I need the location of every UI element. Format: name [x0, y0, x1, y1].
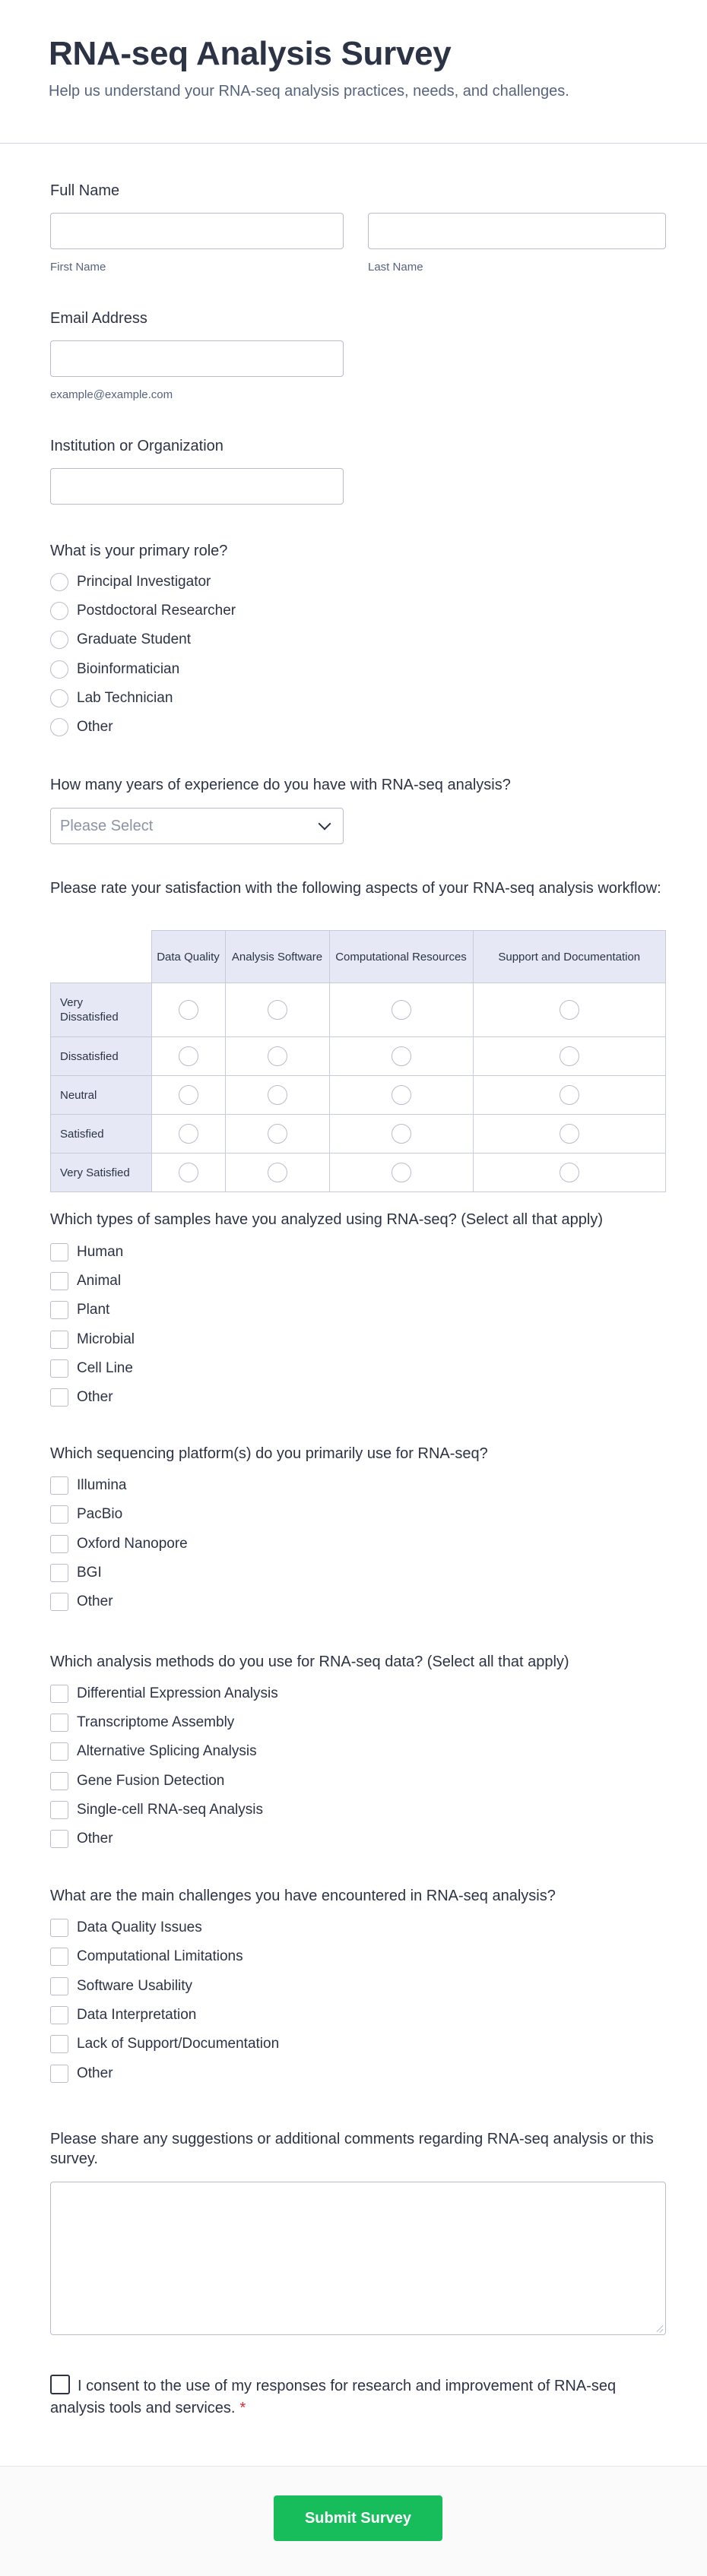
chevron-down-icon: [319, 818, 331, 831]
comments-label: Please share any suggestions or additional comments regarding RNA-seq analysis or this survey.: [50, 2131, 654, 2167]
role-option[interactable]: Postdoctoral Researcher: [50, 601, 236, 621]
checkbox[interactable]: [50, 1948, 68, 1966]
last-name-sublabel: Last Name: [368, 261, 423, 274]
challenges-option[interactable]: Data Interpretation: [50, 2005, 196, 2025]
role-option[interactable]: Bioinformatician: [50, 660, 179, 679]
resize-handle-icon[interactable]: [655, 2324, 663, 2332]
platforms-label: Which sequencing platform(s) do you primarily use for RNA-seq?: [50, 1445, 488, 1462]
challenges-option[interactable]: Computational Limitations: [50, 1947, 243, 1967]
last-name-input[interactable]: [368, 213, 666, 249]
experience-placeholder: Please Select: [60, 817, 154, 834]
checkbox[interactable]: [50, 1830, 68, 1848]
samples-option[interactable]: Cell Line: [50, 1359, 133, 1378]
samples-option[interactable]: Human: [50, 1242, 123, 1262]
radio-button[interactable]: [50, 718, 68, 736]
comments-textarea[interactable]: [50, 2182, 666, 2335]
checkbox[interactable]: [50, 2035, 68, 2053]
methods-label: Which analysis methods do you use for RNA-seq data? (Select all that apply): [50, 1654, 569, 1670]
role-option[interactable]: Lab Technician: [50, 688, 173, 708]
platforms-option[interactable]: PacBio: [50, 1505, 122, 1524]
matrix-radio[interactable]: [560, 1046, 579, 1066]
institution-label: Institution or Organization: [50, 438, 224, 454]
checkbox[interactable]: [50, 1742, 68, 1761]
matrix-radio[interactable]: [560, 1163, 579, 1182]
checkbox[interactable]: [50, 1331, 68, 1349]
checkbox[interactable]: [50, 1535, 68, 1553]
consent-field[interactable]: [50, 2375, 666, 2419]
platforms-option[interactable]: Other: [50, 1592, 113, 1612]
checkbox[interactable]: [50, 1476, 68, 1495]
methods-option[interactable]: Single-cell RNA-seq Analysis: [50, 1800, 263, 1820]
matrix-radio[interactable]: [392, 1163, 411, 1182]
matrix-row-header: Dissatisfied: [51, 1037, 152, 1076]
checkbox[interactable]: [50, 1977, 68, 1995]
form-footer: [0, 2466, 707, 2576]
checkbox[interactable]: [50, 1388, 68, 1407]
checkbox[interactable]: [50, 1564, 68, 1582]
matrix-radio[interactable]: [179, 1085, 198, 1105]
email-sublabel: example@example.com: [50, 388, 173, 401]
role-option[interactable]: Graduate Student: [50, 630, 191, 650]
matrix-row: [51, 1154, 666, 1192]
matrix-radio[interactable]: [268, 1085, 287, 1105]
matrix-row: [51, 983, 666, 1037]
checkbox[interactable]: [50, 1505, 68, 1524]
matrix-radio[interactable]: [392, 1046, 411, 1066]
matrix-column-header: Data Quality: [151, 931, 225, 983]
methods-option[interactable]: Alternative Splicing Analysis: [50, 1742, 257, 1761]
matrix-row-header: Very Dissatisfied: [51, 983, 152, 1037]
matrix-radio[interactable]: [560, 1124, 579, 1144]
matrix-radio[interactable]: [179, 1163, 198, 1182]
checkbox[interactable]: [50, 1919, 68, 1937]
matrix-row: [51, 1115, 666, 1154]
matrix-row-header: Neutral: [51, 1076, 152, 1115]
matrix-radio[interactable]: [179, 1000, 198, 1020]
platforms-option[interactable]: Illumina: [50, 1476, 126, 1495]
matrix-column-header: Analysis Software: [225, 931, 329, 983]
matrix-radio[interactable]: [179, 1124, 198, 1144]
required-mark: *: [239, 2400, 246, 2416]
checkbox[interactable]: [50, 1301, 68, 1319]
checkbox[interactable]: [50, 1685, 68, 1703]
consent-checkbox[interactable]: [50, 2375, 70, 2394]
samples-option[interactable]: Other: [50, 1388, 113, 1407]
submit-button[interactable]: Submit Survey: [274, 2495, 442, 2541]
matrix-column-header: Computational Resources: [329, 931, 473, 983]
methods-option[interactable]: Gene Fusion Detection: [50, 1771, 224, 1791]
matrix-row: [51, 1037, 666, 1076]
checkbox[interactable]: [50, 1243, 68, 1261]
matrix-radio[interactable]: [268, 1124, 287, 1144]
challenges-option[interactable]: Lack of Support/Documentation: [50, 2034, 279, 2054]
matrix-row-header: Satisfied: [51, 1115, 152, 1154]
matrix-row-header: Very Satisfied: [51, 1154, 152, 1192]
methods-option[interactable]: Differential Expression Analysis: [50, 1684, 278, 1704]
role-option[interactable]: Other: [50, 717, 113, 737]
institution-input[interactable]: [50, 468, 344, 505]
page-subtitle: Help us understand your RNA-seq analysis practices, needs, and challenges.: [49, 83, 569, 100]
checkbox[interactable]: [50, 1359, 68, 1378]
checkbox[interactable]: [50, 1272, 68, 1290]
challenges-option[interactable]: Software Usability: [50, 1976, 192, 1996]
matrix-radio[interactable]: [268, 1163, 287, 1182]
matrix-radio[interactable]: [560, 1085, 579, 1105]
platforms-option[interactable]: BGI: [50, 1563, 102, 1583]
radio-button[interactable]: [50, 602, 68, 620]
satisfaction-matrix: [50, 930, 666, 1192]
experience-select[interactable]: [50, 808, 344, 844]
checkbox[interactable]: [50, 2065, 68, 2083]
matrix-radio[interactable]: [268, 1046, 287, 1066]
checkbox[interactable]: [50, 2006, 68, 2024]
methods-option[interactable]: Transcriptome Assembly: [50, 1713, 234, 1733]
radio-button[interactable]: [50, 631, 68, 649]
page-title: RNA-seq Analysis Survey: [49, 35, 452, 72]
checkbox[interactable]: [50, 1801, 68, 1819]
samples-option[interactable]: Plant: [50, 1300, 109, 1320]
consent-text: I consent to the use of my responses for research and improvement of RNA-seq analysis tools and services.: [50, 2378, 617, 2416]
platforms-option[interactable]: Oxford Nanopore: [50, 1534, 188, 1554]
full-name-label: Full Name: [50, 182, 120, 199]
form-header: [0, 0, 707, 144]
radio-button[interactable]: [50, 689, 68, 707]
matrix-radio[interactable]: [392, 1124, 411, 1144]
matrix-row: [51, 1076, 666, 1115]
matrix-radio[interactable]: [268, 1000, 287, 1020]
experience-label: How many years of experience do you have with RNA-seq analysis?: [50, 777, 511, 793]
matrix-radio[interactable]: [560, 1000, 579, 1020]
role-label: What is your primary role?: [50, 543, 228, 559]
challenges-label: What are the main challenges you have encountered in RNA-seq analysis?: [50, 1888, 556, 1904]
email-input[interactable]: [50, 340, 344, 377]
email-label: Email Address: [50, 310, 147, 327]
methods-option[interactable]: Other: [50, 1829, 113, 1849]
matrix-radio[interactable]: [392, 1000, 411, 1020]
checkbox[interactable]: [50, 1593, 68, 1611]
role-option[interactable]: Principal Investigator: [50, 572, 211, 592]
radio-button[interactable]: [50, 573, 68, 591]
matrix-radio[interactable]: [179, 1046, 198, 1066]
samples-option[interactable]: Animal: [50, 1271, 121, 1291]
challenges-option[interactable]: Other: [50, 2064, 113, 2084]
matrix-column-header: Support and Documentation: [473, 931, 666, 983]
challenges-option[interactable]: Data Quality Issues: [50, 1918, 202, 1938]
samples-option[interactable]: Microbial: [50, 1330, 135, 1350]
first-name-sublabel: First Name: [50, 261, 106, 274]
radio-button[interactable]: [50, 660, 68, 679]
checkbox[interactable]: [50, 1772, 68, 1790]
matrix-radio[interactable]: [392, 1085, 411, 1105]
samples-label: Which types of samples have you analyzed using RNA-seq? (Select all that apply): [50, 1211, 604, 1228]
first-name-input[interactable]: [50, 213, 344, 249]
satisfaction-label: Please rate your satisfaction with the following aspects of your RNA-seq analysis workflow:: [50, 880, 661, 897]
checkbox[interactable]: [50, 1714, 68, 1732]
